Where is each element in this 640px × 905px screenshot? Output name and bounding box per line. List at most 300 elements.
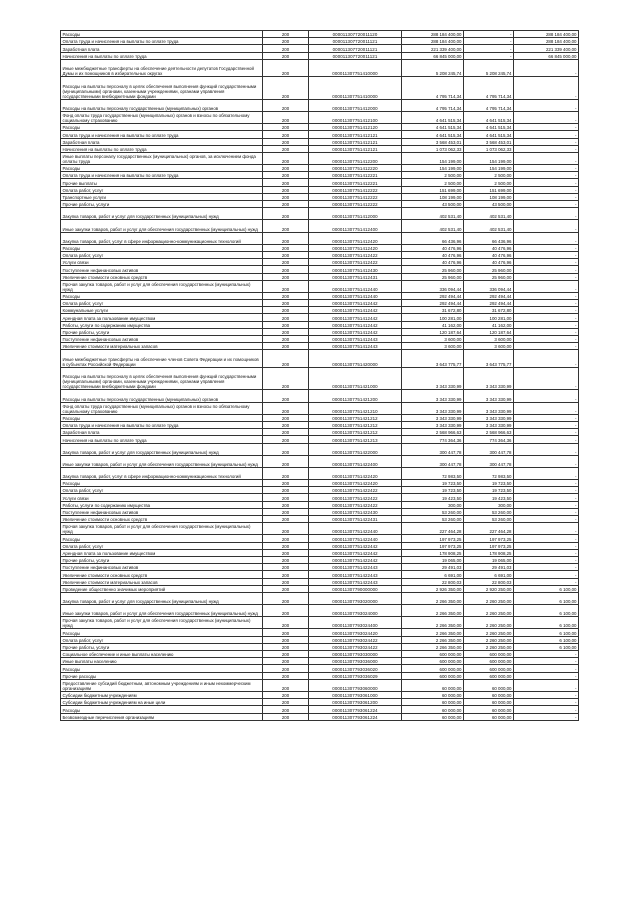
- row-name: Прочие работы, услуги: [61, 643, 263, 650]
- row-code: 200: [263, 99, 309, 111]
- row-kbk: 000011307751412222: [309, 186, 402, 193]
- row-code: 200: [263, 350, 309, 368]
- row-code: 200: [263, 578, 309, 585]
- table-row: [61, 699, 579, 706]
- row-name: Расходы на выплаты персоналу в целях обеспечения выполнения функций государственными (муниципальными) органами, казенными учреждениями, органами управления государственными внебюджетными фондами: [61, 367, 263, 390]
- row-code: 200: [263, 542, 309, 549]
- row-kbk: 000011307751412443: [309, 336, 402, 343]
- row-kbk: 000011307751412222: [309, 201, 402, 208]
- row-executed: 600 000,00: [464, 658, 514, 665]
- row-kbk: 000011307751422442: [309, 549, 402, 556]
- table-row: [61, 429, 579, 436]
- row-name: Поступление нефинансовых активов: [61, 508, 263, 515]
- row-kbk: 000011307751422420: [309, 480, 402, 487]
- row-executed: 60 000,00: [464, 691, 514, 698]
- row-code: 200: [263, 585, 309, 592]
- table-row: [61, 713, 579, 720]
- row-kbk: 000011307751422440: [309, 535, 402, 542]
- row-executed: 53 260,00: [464, 516, 514, 523]
- row-approved: 3 600,00: [402, 336, 464, 343]
- row-executed: 40 476,96: [464, 244, 514, 251]
- row-code: 200: [263, 523, 309, 535]
- row-approved: 4 795 714,34: [402, 77, 464, 100]
- row-executed: 3 343 330,99: [464, 421, 514, 428]
- table-row: [61, 691, 579, 698]
- row-unexecuted: 66 845 000,00: [514, 52, 579, 59]
- row-code: 200: [263, 501, 309, 508]
- row-code: 200: [263, 429, 309, 436]
- row-executed: 600 000,00: [464, 665, 514, 672]
- row-code: 200: [263, 138, 309, 145]
- row-executed: 600 000,00: [464, 651, 514, 658]
- table-row: [61, 467, 579, 479]
- table-row: [61, 266, 579, 273]
- row-approved: 600 000,00: [402, 672, 464, 679]
- row-executed: 3 600,00: [464, 343, 514, 350]
- row-name: Прочая закупка товаров, работ и услуг для обеспечения государственных (муниципальных) нужд: [61, 523, 263, 535]
- row-code: 200: [263, 52, 309, 59]
- row-code: 200: [263, 706, 309, 713]
- table-row: [61, 280, 579, 292]
- row-approved: 3 343 330,99: [402, 367, 464, 390]
- row-name: Оплата труда и начисления на выплаты по оплате труда: [61, 421, 263, 428]
- row-code: 200: [263, 152, 309, 164]
- row-name: Увеличение стоимости материальных запасов: [61, 343, 263, 350]
- row-executed: 2 260 250,00: [464, 592, 514, 604]
- row-code: 200: [263, 77, 309, 100]
- row-name: Заработная плата: [61, 45, 263, 52]
- row-kbk: 000011307751412100: [309, 111, 402, 123]
- table-row: [61, 292, 579, 299]
- row-executed: 60 000,00: [464, 699, 514, 706]
- row-unexecuted: -: [514, 186, 579, 193]
- table-body: [61, 31, 579, 721]
- row-code: 200: [263, 651, 309, 658]
- row-unexecuted: -: [514, 578, 579, 585]
- row-unexecuted: -: [514, 350, 579, 368]
- row-kbk: 000011307751412442: [309, 314, 402, 321]
- row-kbk: 000011307793061224: [309, 713, 402, 720]
- table-row: [61, 658, 579, 665]
- row-kbk: 000011307793024422: [309, 636, 402, 643]
- row-approved: 4 641 515,34: [402, 124, 464, 131]
- table-row: [61, 571, 579, 578]
- row-name: Социальное обеспечение и иные выплаты населению: [61, 651, 263, 658]
- row-kbk: 000011307751422420: [309, 467, 402, 479]
- row-kbk: 000011307793036020: [309, 665, 402, 672]
- row-executed: 29 491,03: [464, 564, 514, 571]
- row-code: 200: [263, 165, 309, 172]
- row-executed: 227 464,28: [464, 523, 514, 535]
- row-executed: 3 568 453,01: [464, 138, 514, 145]
- row-kbk: 000011307751422431: [309, 516, 402, 523]
- table-row: [61, 436, 579, 443]
- row-unexecuted: -: [514, 193, 579, 200]
- row-executed: 72 983,50: [464, 467, 514, 479]
- row-unexecuted: 221 339 400,00: [514, 45, 579, 52]
- row-unexecuted: -: [514, 179, 579, 186]
- row-name: Расходы: [61, 165, 263, 172]
- row-approved: 4 641 515,34: [402, 131, 464, 138]
- row-name: Расходы: [61, 292, 263, 299]
- row-unexecuted: -: [514, 321, 579, 328]
- row-code: 200: [263, 665, 309, 672]
- table-row: [61, 232, 579, 244]
- table-row: [61, 706, 579, 713]
- row-code: 200: [263, 672, 309, 679]
- table-row: [61, 300, 579, 307]
- row-executed: -: [464, 45, 514, 52]
- row-unexecuted: -: [514, 172, 579, 179]
- row-code: 200: [263, 38, 309, 45]
- row-kbk: 000011307751412442: [309, 321, 402, 328]
- row-name: Оплата труда и начисления на выплаты по оплате труда: [61, 172, 263, 179]
- row-code: 200: [263, 658, 309, 665]
- row-code: 200: [263, 273, 309, 280]
- table-row: [61, 251, 579, 258]
- row-executed: 2 260 250,00: [464, 629, 514, 636]
- row-approved: 19 065,00: [402, 556, 464, 563]
- row-name: Начисления на выплаты по оплате труда: [61, 52, 263, 59]
- row-approved: 22 800,03: [402, 578, 464, 585]
- row-kbk: 000011307793030000: [309, 651, 402, 658]
- row-approved: 178 908,25: [402, 549, 464, 556]
- row-kbk: 000011307751412220: [309, 165, 402, 172]
- row-executed: 154 199,00: [464, 165, 514, 172]
- table-row: [61, 45, 579, 52]
- row-unexecuted: -: [514, 336, 579, 343]
- table-row: [61, 172, 579, 179]
- row-unexecuted: -: [514, 443, 579, 455]
- row-name: Арендная плата за пользование имуществом: [61, 314, 263, 321]
- row-code: 200: [263, 292, 309, 299]
- table-row: [61, 617, 579, 629]
- row-unexecuted: -: [514, 535, 579, 542]
- row-name: Субсидии бюджетным учреждениям на иные цели: [61, 699, 263, 706]
- row-kbk: 000011307793024400: [309, 617, 402, 629]
- row-approved: 72 983,50: [402, 467, 464, 479]
- table-row: [61, 402, 579, 414]
- row-unexecuted: -: [514, 390, 579, 402]
- row-code: 200: [263, 605, 309, 617]
- row-unexecuted: -: [514, 571, 579, 578]
- row-code: 200: [263, 636, 309, 643]
- row-kbk: 000011307751412000: [309, 208, 402, 220]
- row-code: 200: [263, 556, 309, 563]
- table-row: [61, 367, 579, 390]
- row-name: Закупка товаров, работ и услуг для государственных (муниципальных) нужд: [61, 443, 263, 455]
- row-name: Закупка товаров, работ, услуг в сфере информационно-коммуникационных технологий: [61, 467, 263, 479]
- row-approved: 2 266 350,00: [402, 617, 464, 629]
- table-row: [61, 193, 579, 200]
- table-row: [61, 414, 579, 421]
- row-approved: 2 266 350,00: [402, 605, 464, 617]
- row-name: Прочая закупка товаров, работ и услуг для обеспечения государственных (муниципальных) нужд: [61, 280, 263, 292]
- row-kbk: 000011307793024420: [309, 629, 402, 636]
- row-unexecuted: -: [514, 564, 579, 571]
- row-name: Иные закупки товаров, работ и услуг для обеспечения государственных (муниципальных) нужд: [61, 455, 263, 467]
- row-approved: 1 073 062,33: [402, 145, 464, 152]
- row-executed: 2 260 250,00: [464, 605, 514, 617]
- row-name: Расходы: [61, 629, 263, 636]
- row-name: Фонд оплаты труда государственных (муниципальных) органов и взносы по обязательному социальному страхованию: [61, 111, 263, 123]
- row-executed: 292 494,44: [464, 300, 514, 307]
- row-unexecuted: -: [514, 145, 579, 152]
- row-executed: 3 343 330,99: [464, 414, 514, 421]
- table-row: [61, 542, 579, 549]
- row-unexecuted: -: [514, 99, 579, 111]
- row-approved: 19 723,50: [402, 480, 464, 487]
- row-kbk: 000011307751412121: [309, 145, 402, 152]
- row-unexecuted: -: [514, 292, 579, 299]
- row-name: Прочие работы, услуги: [61, 328, 263, 335]
- row-unexecuted: 288 184 400,00: [514, 38, 579, 45]
- row-approved: 600 000,00: [402, 658, 464, 665]
- row-code: 200: [263, 480, 309, 487]
- row-kbk: 000011307751422443: [309, 564, 402, 571]
- row-code: 200: [263, 487, 309, 494]
- row-unexecuted: -: [514, 259, 579, 266]
- row-unexecuted: 6 100,00: [514, 636, 579, 643]
- row-name: Расходы: [61, 31, 263, 38]
- row-name: Прочие работы, услуги: [61, 201, 263, 208]
- row-name: Заработная плата: [61, 138, 263, 145]
- row-kbk: 000011307793024422: [309, 643, 402, 650]
- row-executed: 4 641 515,34: [464, 111, 514, 123]
- row-code: 200: [263, 643, 309, 650]
- table-row: [61, 443, 579, 455]
- row-unexecuted: 6 100,00: [514, 605, 579, 617]
- row-executed: 774 364,36: [464, 436, 514, 443]
- row-name: Расходы на выплаты персоналу государственных (муниципальных) органов: [61, 390, 263, 402]
- row-kbk: 000011307751421200: [309, 390, 402, 402]
- row-executed: 1 073 062,33: [464, 145, 514, 152]
- row-approved: 3 343 330,99: [402, 402, 464, 414]
- row-code: 200: [263, 443, 309, 455]
- table-row: [61, 390, 579, 402]
- row-approved: 40 476,96: [402, 259, 464, 266]
- row-executed: -: [464, 52, 514, 59]
- row-executed: 2 260 250,00: [464, 643, 514, 650]
- row-executed: 40 476,96: [464, 251, 514, 258]
- row-approved: 19 423,50: [402, 494, 464, 501]
- row-executed: 40 476,96: [464, 259, 514, 266]
- row-name: Поступление нефинансовых активов: [61, 564, 263, 571]
- row-name: Оплата работ, услуг: [61, 487, 263, 494]
- row-executed: 100 281,00: [464, 314, 514, 321]
- row-name: Услуги связи: [61, 494, 263, 501]
- row-unexecuted: -: [514, 402, 579, 414]
- row-approved: 41 162,00: [402, 321, 464, 328]
- row-code: 200: [263, 467, 309, 479]
- row-unexecuted: -: [514, 679, 579, 691]
- row-kbk: 000011307720011121: [309, 52, 402, 59]
- table-row: [61, 179, 579, 186]
- row-kbk: 000011307793060000: [309, 679, 402, 691]
- row-kbk: 000011307751412121: [309, 131, 402, 138]
- row-name: Закупка товаров, работ и услуг для государственных (муниципальных) нужд: [61, 592, 263, 604]
- row-name: Иные выплаты персоналу государственных (муниципальных) органов, за исключением фонда оплаты труда: [61, 152, 263, 164]
- row-name: Расходы: [61, 244, 263, 251]
- row-code: 200: [263, 679, 309, 691]
- row-kbk: 000011307720011121: [309, 38, 402, 45]
- row-approved: 300 447,78: [402, 443, 464, 455]
- row-unexecuted: -: [514, 343, 579, 350]
- table-row: [61, 629, 579, 636]
- table-row: [61, 592, 579, 604]
- table-row: [61, 38, 579, 45]
- row-unexecuted: -: [514, 300, 579, 307]
- row-kbk: 000011307751421212: [309, 429, 402, 436]
- table-row: [61, 152, 579, 164]
- row-name: Расходы: [61, 535, 263, 542]
- row-approved: 3 343 330,99: [402, 414, 464, 421]
- row-unexecuted: -: [514, 273, 579, 280]
- row-executed: 4 641 515,34: [464, 124, 514, 131]
- row-code: 200: [263, 691, 309, 698]
- row-name: Поступление нефинансовых активов: [61, 266, 263, 273]
- row-kbk: 000011307751422442: [309, 542, 402, 549]
- row-kbk: 000011307793020000: [309, 592, 402, 604]
- row-kbk: 000011307751421212: [309, 421, 402, 428]
- row-unexecuted: -: [514, 523, 579, 535]
- row-unexecuted: -: [514, 208, 579, 220]
- table-row: [61, 643, 579, 650]
- row-name: Расходы на выплаты персоналу в целях обеспечения выполнения функций государственными (муниципальными) органами, казенными учреждениями, органами управления государственными внебюджетными фондами: [61, 77, 263, 100]
- row-code: 200: [263, 535, 309, 542]
- row-code: 200: [263, 59, 309, 77]
- row-unexecuted: -: [514, 59, 579, 77]
- row-code: 200: [263, 220, 309, 232]
- row-approved: 2 266 350,00: [402, 629, 464, 636]
- row-approved: 197 973,25: [402, 542, 464, 549]
- row-unexecuted: -: [514, 111, 579, 123]
- row-executed: 6 691,00: [464, 571, 514, 578]
- row-name: Увеличение стоимости основных средств: [61, 571, 263, 578]
- row-approved: 53 260,00: [402, 508, 464, 515]
- table-row: [61, 487, 579, 494]
- row-executed: 2 500,00: [464, 172, 514, 179]
- row-code: 200: [263, 436, 309, 443]
- row-kbk: 000011307751412400: [309, 220, 402, 232]
- row-name: Начисления на выплаты по оплате труда: [61, 145, 263, 152]
- row-code: 200: [263, 124, 309, 131]
- row-name: Работы, услуги по содержанию имущества: [61, 501, 263, 508]
- table-row: [61, 77, 579, 100]
- row-kbk: 000011307751412222: [309, 193, 402, 200]
- row-unexecuted: -: [514, 549, 579, 556]
- table-row: [61, 665, 579, 672]
- table-row: [61, 501, 579, 508]
- row-kbk: 000011307751422440: [309, 523, 402, 535]
- table-row: [61, 549, 579, 556]
- row-unexecuted: -: [514, 266, 579, 273]
- row-kbk: 000011307751412000: [309, 99, 402, 111]
- row-approved: 29 491,03: [402, 564, 464, 571]
- row-approved: 53 260,00: [402, 516, 464, 523]
- row-approved: 402 531,40: [402, 208, 464, 220]
- row-approved: 3 343 330,99: [402, 421, 464, 428]
- row-code: 200: [263, 713, 309, 720]
- table-row: [61, 307, 579, 314]
- row-unexecuted: 6 100,00: [514, 629, 579, 636]
- row-name: Увеличение стоимости основных средств: [61, 516, 263, 523]
- table-row: [61, 208, 579, 220]
- row-unexecuted: -: [514, 691, 579, 698]
- row-kbk: 000011307793036000: [309, 658, 402, 665]
- row-kbk: 000011307751412443: [309, 343, 402, 350]
- row-code: 200: [263, 201, 309, 208]
- row-unexecuted: -: [514, 494, 579, 501]
- row-approved: 151 699,00: [402, 186, 464, 193]
- row-approved: 2 500,00: [402, 172, 464, 179]
- table-row: [61, 124, 579, 131]
- table-row: [61, 350, 579, 368]
- row-name: Прочие работы, услуги: [61, 556, 263, 563]
- row-code: 200: [263, 131, 309, 138]
- row-executed: 300 447,78: [464, 455, 514, 467]
- row-unexecuted: -: [514, 201, 579, 208]
- row-kbk: 000011307751412420: [309, 244, 402, 251]
- row-name: Прочие расходы: [61, 672, 263, 679]
- row-name: Оплата работ, услуг: [61, 300, 263, 307]
- row-unexecuted: -: [514, 651, 579, 658]
- row-name: Оплата работ, услуг: [61, 251, 263, 258]
- row-unexecuted: -: [514, 699, 579, 706]
- row-unexecuted: -: [514, 131, 579, 138]
- row-unexecuted: -: [514, 307, 579, 314]
- row-name: Заработная плата: [61, 429, 263, 436]
- row-kbk: 000011307751412221: [309, 179, 402, 186]
- row-approved: 288 184 400,00: [402, 38, 464, 45]
- row-code: 200: [263, 421, 309, 428]
- row-approved: 292 494,44: [402, 292, 464, 299]
- row-approved: 60 000,00: [402, 713, 464, 720]
- row-unexecuted: 6 100,00: [514, 585, 579, 592]
- row-kbk: 000011307751422443: [309, 571, 402, 578]
- row-code: 200: [263, 31, 309, 38]
- row-kbk: 000011307751412431: [309, 273, 402, 280]
- row-kbk: 000011307793061224: [309, 706, 402, 713]
- row-kbk: 000011307751421000: [309, 367, 402, 390]
- row-code: 200: [263, 336, 309, 343]
- row-kbk: 000011307751410000: [309, 77, 402, 100]
- row-name: Оплата труда и начисления на выплаты по оплате труда: [61, 131, 263, 138]
- row-executed: 19 423,50: [464, 494, 514, 501]
- row-kbk: 000011307751421213: [309, 436, 402, 443]
- row-kbk: 000011307793061200: [309, 699, 402, 706]
- row-executed: 19 723,50: [464, 487, 514, 494]
- row-code: 200: [263, 328, 309, 335]
- row-unexecuted: -: [514, 455, 579, 467]
- row-code: 200: [263, 617, 309, 629]
- row-approved: 60 000,00: [402, 691, 464, 698]
- row-kbk: 000011307751412442: [309, 328, 402, 335]
- row-unexecuted: 6 100,00: [514, 643, 579, 650]
- table-row: [61, 679, 579, 691]
- row-unexecuted: -: [514, 487, 579, 494]
- row-executed: 300,00: [464, 501, 514, 508]
- row-name: Иные межбюджетные трансферты на обеспечение деятельности депутатов Государственной Думы и их помощников в избирательных округах: [61, 59, 263, 77]
- row-name: Фонд оплаты труда государственных (муниципальных) органов и взносы по обязательному социальному страхованию: [61, 402, 263, 414]
- row-code: 200: [263, 307, 309, 314]
- row-name: Расходы: [61, 124, 263, 131]
- row-unexecuted: -: [514, 124, 579, 131]
- row-code: 200: [263, 208, 309, 220]
- row-unexecuted: -: [514, 421, 579, 428]
- row-executed: 2 260 250,00: [464, 617, 514, 629]
- row-executed: 3 343 330,99: [464, 367, 514, 390]
